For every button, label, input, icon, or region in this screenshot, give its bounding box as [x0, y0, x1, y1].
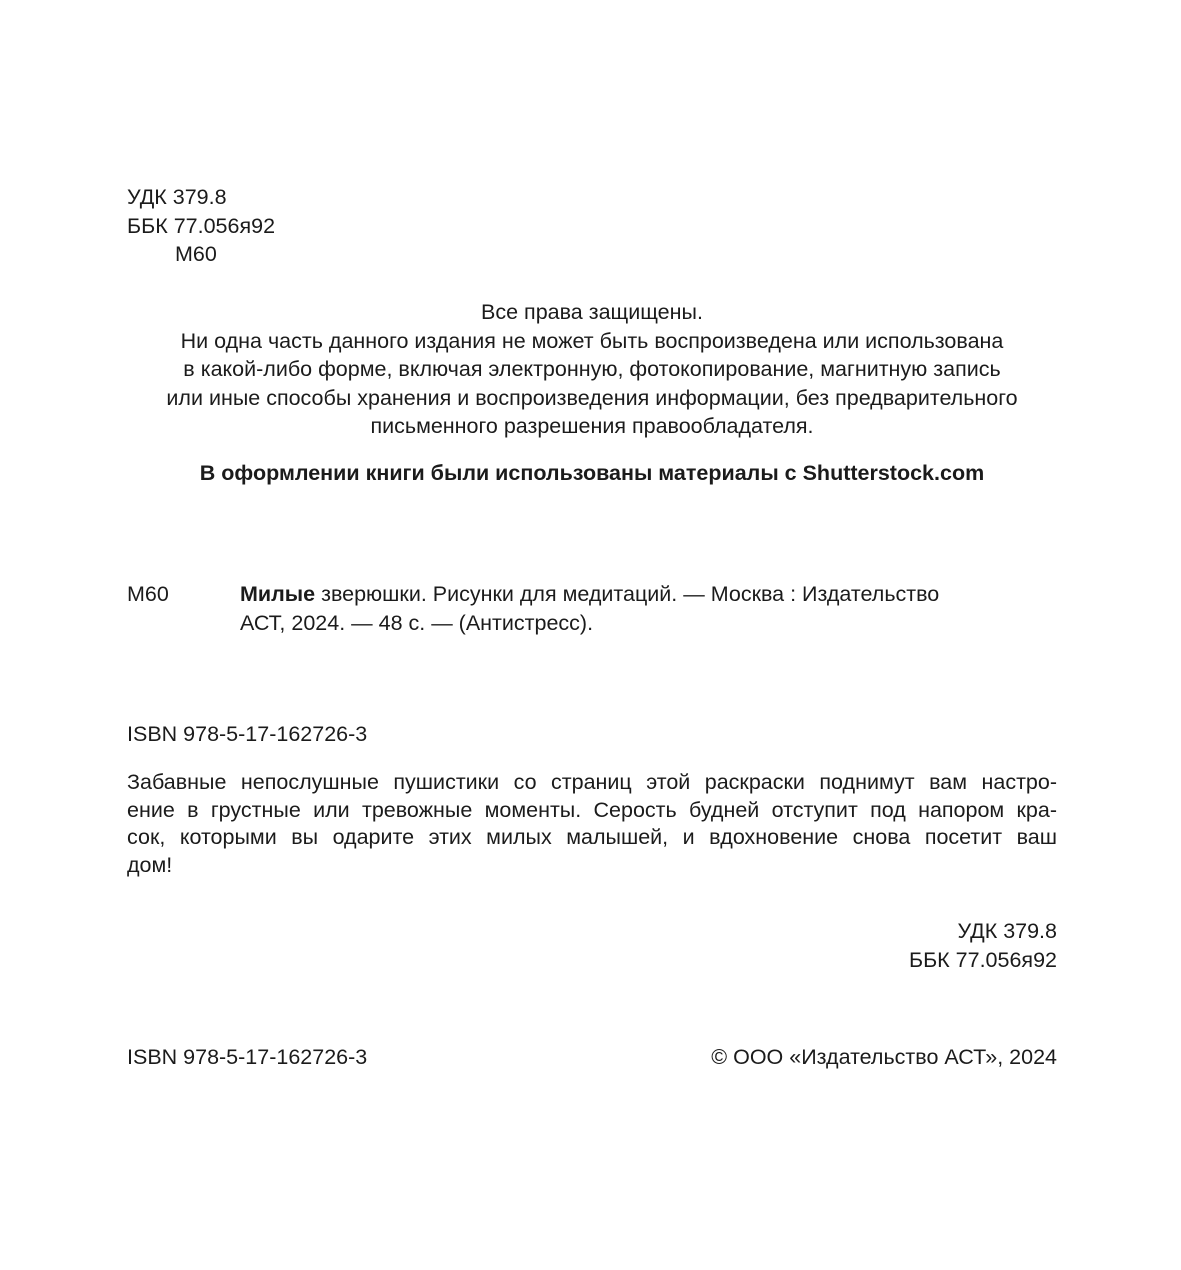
isbn-number: ISBN 978-5-17-162726-3: [127, 722, 368, 746]
catalog-entry: [127, 580, 1057, 637]
annotation-line: дом!: [127, 852, 173, 877]
annotation-line: Забавные непослушные пушистики со страниц этой раскраски поднимут вам настро-: [127, 770, 1057, 794]
bbk-code: ББК 77.056я92: [127, 213, 276, 238]
catalog-title-rest: зверюшки. Рисунки для медитаций. — Москва : Издательство: [315, 582, 940, 606]
bottom-codes-block: [127, 917, 1057, 974]
udk-code-bottom: УДК 379.8: [957, 919, 1057, 943]
rights-line: письменного разрешения правообладателя.: [370, 414, 814, 438]
catalog-author-sign: М60: [127, 582, 169, 606]
annotation-paragraph: [127, 769, 1057, 879]
footer-copyright: © ООО «Издательство АСТ», 2024: [711, 1045, 1057, 1069]
top-codes-block: [127, 183, 1057, 269]
annotation-line: ение в грустные или тревожные моменты. Серость будней отступит под напором кра-: [127, 797, 1057, 822]
catalog-description: [240, 580, 1057, 637]
imprint-footer: [127, 1043, 1057, 1072]
bbk-code-bottom: ББК 77.056я92: [908, 947, 1057, 972]
author-sign-code: М60: [175, 242, 217, 266]
rights-line: или иные способы хранения и воспроизведения информации, без предварительного: [166, 385, 1018, 410]
rights-line: в какой-либо форме, включая электронную, фотокопирование, магнитную запись: [183, 357, 1001, 381]
rights-notice: [127, 298, 1057, 441]
rights-line: Все права защищены.: [481, 300, 703, 324]
footer-isbn: ISBN 978-5-17-162726-3: [127, 1045, 368, 1069]
catalog-line-1: [240, 580, 1057, 609]
catalog-line-2: АСТ, 2024. — 48 с. — (Антистресс).: [240, 610, 594, 635]
catalog-title-bold: Милые: [240, 582, 316, 606]
materials-credit: В оформлении книги были использованы материалы с Shutterstock.com: [199, 461, 985, 485]
rights-line: Ни одна часть данного издания не может быть воспроизведена или использована: [180, 328, 1004, 353]
udk-code: УДК 379.8: [127, 185, 227, 209]
annotation-line: сок, которыми вы одарите этих милых малышей, и вдохновение снова посетит ваш: [127, 825, 1057, 849]
